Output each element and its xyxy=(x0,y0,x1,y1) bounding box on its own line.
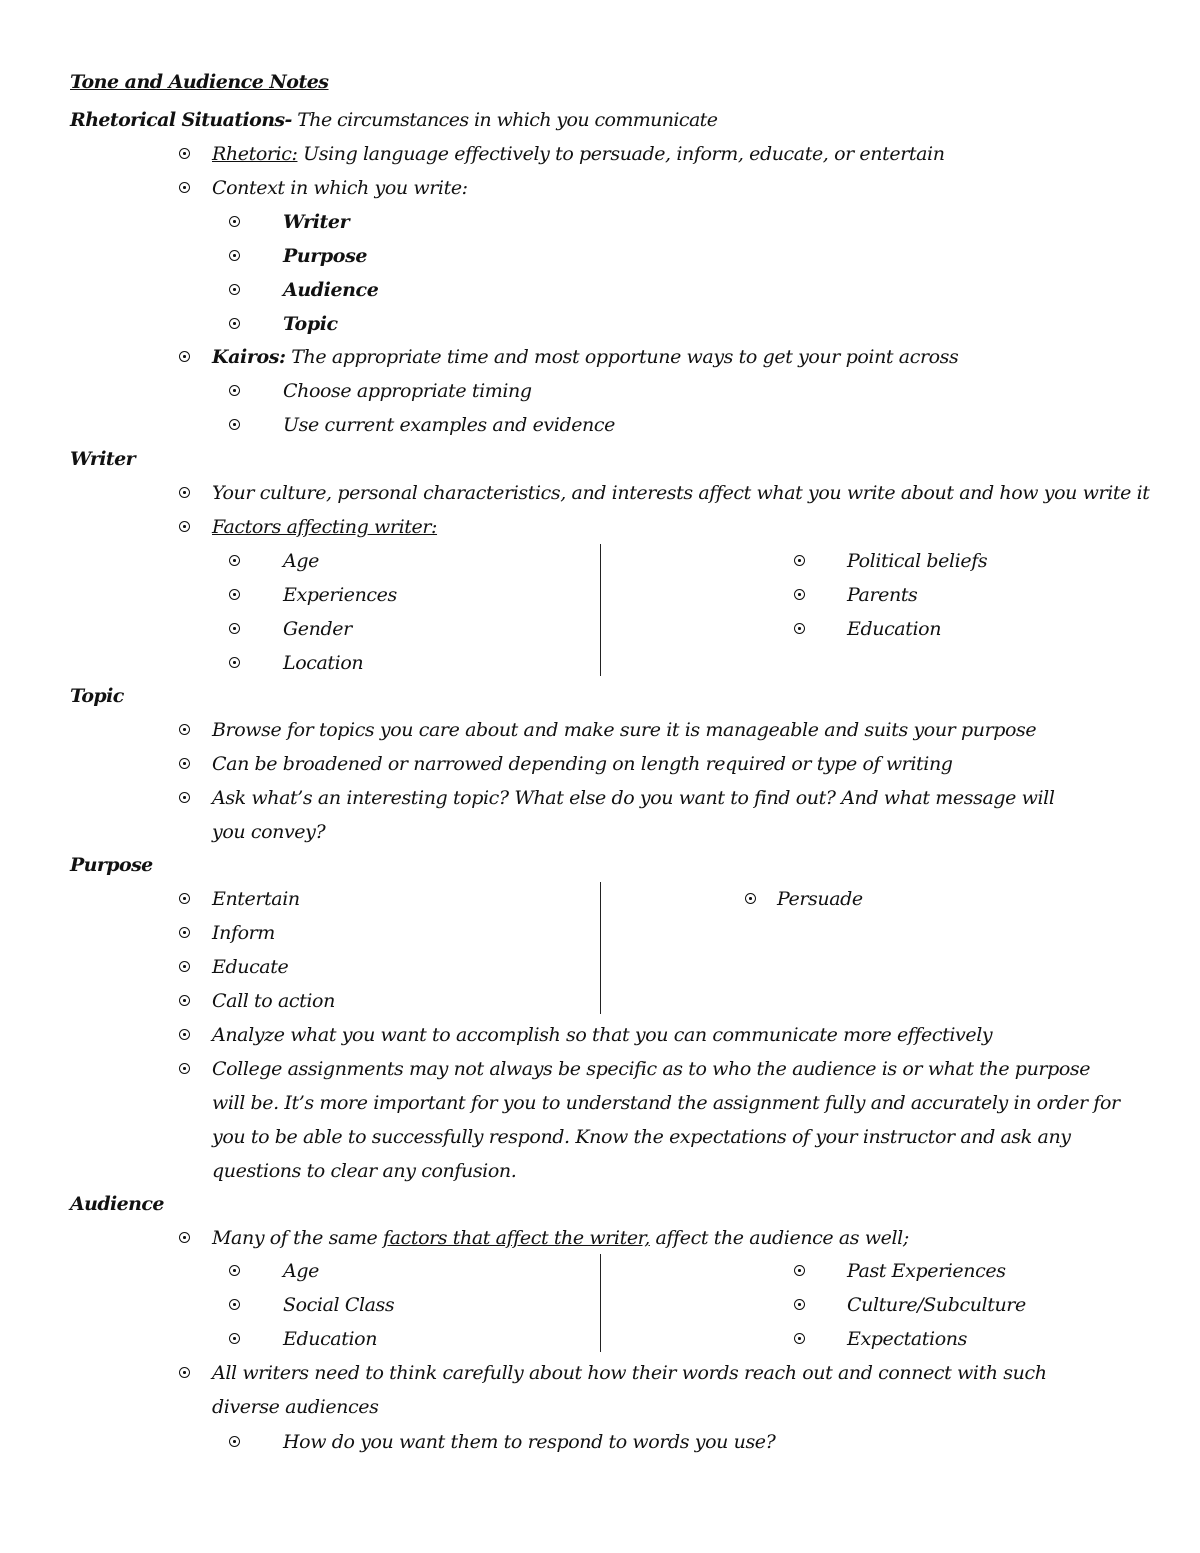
writer-factor: Gender xyxy=(283,618,352,640)
circle-bullet-icon xyxy=(229,555,240,566)
heading-rhetorical-label: Rhetorical Situations- xyxy=(70,109,292,131)
writer-factor: Age xyxy=(283,550,319,572)
heading-rhetorical-situations xyxy=(70,103,717,137)
circle-bullet-icon xyxy=(794,623,805,634)
circle-bullet-icon xyxy=(229,623,240,634)
purpose-item: Analyze what you want to accomplish so that you can communicate more effectively xyxy=(212,1024,993,1046)
purpose-type: Educate xyxy=(212,956,289,978)
purpose-item: College assignments may not always be specific as to who the audience is or what the purpose will be. It’s more important for you to understand the assignment fully and accurately in order for you to be able to successfully respond. Know the expectations of your instructor and ask any questions to clear any confusion. xyxy=(212,1058,1120,1182)
circle-bullet-icon xyxy=(229,589,240,600)
audience-item xyxy=(212,1221,909,1255)
circle-bullet-icon xyxy=(179,1367,190,1378)
writer-item: Your culture, personal characteristics, and interests affect what you write about and how you write it xyxy=(212,482,1150,504)
audience-item-link: factors that affect the writer, xyxy=(383,1227,650,1249)
context-item-topic: Topic xyxy=(283,313,338,335)
audience-factor: Culture/Subculture xyxy=(847,1294,1026,1316)
circle-bullet-icon xyxy=(745,893,756,904)
circle-bullet-icon xyxy=(229,1333,240,1344)
circle-bullet-icon xyxy=(229,216,240,227)
page-title: Tone and Audience Notes xyxy=(70,71,329,93)
context-item-audience: Audience xyxy=(283,279,379,301)
circle-bullet-icon xyxy=(179,182,190,193)
circle-bullet-icon xyxy=(179,792,190,803)
circle-bullet-icon xyxy=(229,1436,240,1447)
column-divider xyxy=(600,1254,601,1352)
column-divider xyxy=(600,544,601,676)
circle-bullet-icon xyxy=(179,351,190,362)
audience-factor: Education xyxy=(283,1328,378,1350)
circle-bullet-icon xyxy=(179,148,190,159)
audience-item-pre: Many of the same xyxy=(212,1227,384,1249)
audience-factor: Expectations xyxy=(847,1328,967,1350)
kairos-item: Use current examples and evidence xyxy=(283,414,615,436)
circle-bullet-icon xyxy=(794,1299,805,1310)
audience-item: All writers need to think carefully about how their words reach out and connect with such diverse audiences xyxy=(212,1362,1047,1418)
circle-bullet-icon xyxy=(794,589,805,600)
circle-bullet-icon xyxy=(229,284,240,295)
topic-item: Ask what’s an interesting topic? What else do you want to find out? And what message will you convey? xyxy=(212,787,1055,843)
circle-bullet-icon xyxy=(179,521,190,532)
circle-bullet-icon xyxy=(229,419,240,430)
list-item-kairos xyxy=(212,340,958,374)
rhetoric-text: Using language effectively to persuade, inform, educate, or entertain xyxy=(297,143,945,165)
heading-topic: Topic xyxy=(70,685,124,707)
circle-bullet-icon xyxy=(179,961,190,972)
circle-bullet-icon xyxy=(229,1299,240,1310)
circle-bullet-icon xyxy=(229,657,240,668)
circle-bullet-icon xyxy=(794,1333,805,1344)
circle-bullet-icon xyxy=(179,893,190,904)
audience-factor: Age xyxy=(283,1260,319,1282)
purpose-type: Call to action xyxy=(212,990,335,1012)
writer-factor: Political beliefs xyxy=(847,550,988,572)
writer-factor: Experiences xyxy=(283,584,397,606)
purpose-type: Inform xyxy=(212,922,275,944)
list-item-context: Context in which you write: xyxy=(212,177,468,199)
circle-bullet-icon xyxy=(179,724,190,735)
rhetoric-label: Rhetoric: xyxy=(212,143,298,165)
purpose-type: Entertain xyxy=(212,888,300,910)
circle-bullet-icon xyxy=(179,995,190,1006)
circle-bullet-icon xyxy=(794,1265,805,1276)
circle-bullet-icon xyxy=(179,1232,190,1243)
circle-bullet-icon xyxy=(229,385,240,396)
circle-bullet-icon xyxy=(179,927,190,938)
column-divider xyxy=(600,882,601,1014)
context-item-purpose: Purpose xyxy=(283,245,368,267)
writer-factor: Location xyxy=(283,652,364,674)
heading-purpose: Purpose xyxy=(70,854,153,876)
topic-item: Browse for topics you care about and make sure it is manageable and suits your purpose xyxy=(212,719,1037,741)
writer-factor: Education xyxy=(847,618,942,640)
circle-bullet-icon xyxy=(179,758,190,769)
heading-writer: Writer xyxy=(70,448,135,470)
circle-bullet-icon xyxy=(179,1063,190,1074)
audience-sub-item: How do you want them to respond to words you use? xyxy=(283,1431,776,1453)
writer-factor: Parents xyxy=(847,584,918,606)
context-item-writer: Writer xyxy=(283,211,350,233)
purpose-type: Persuade xyxy=(777,888,863,910)
kairos-text: The appropriate time and most opportune ways to get your point across xyxy=(285,346,959,368)
list-item-rhetoric xyxy=(212,137,945,171)
circle-bullet-icon xyxy=(179,487,190,498)
circle-bullet-icon xyxy=(179,1029,190,1040)
circle-bullet-icon xyxy=(229,250,240,261)
audience-factor: Past Experiences xyxy=(847,1260,1006,1282)
topic-item: Can be broadened or narrowed depending on length required or type of writing xyxy=(212,753,953,775)
writer-factors-label: Factors affecting writer: xyxy=(212,516,438,538)
audience-item-post: affect the audience as well; xyxy=(649,1227,909,1249)
circle-bullet-icon xyxy=(229,318,240,329)
audience-factor: Social Class xyxy=(283,1294,395,1316)
circle-bullet-icon xyxy=(229,1265,240,1276)
kairos-item: Choose appropriate timing xyxy=(283,380,532,402)
heading-audience: Audience xyxy=(70,1193,164,1215)
kairos-label: Kairos: xyxy=(212,346,286,368)
circle-bullet-icon xyxy=(794,555,805,566)
heading-rhetorical-rest: The circumstances in which you communicate xyxy=(291,109,718,131)
